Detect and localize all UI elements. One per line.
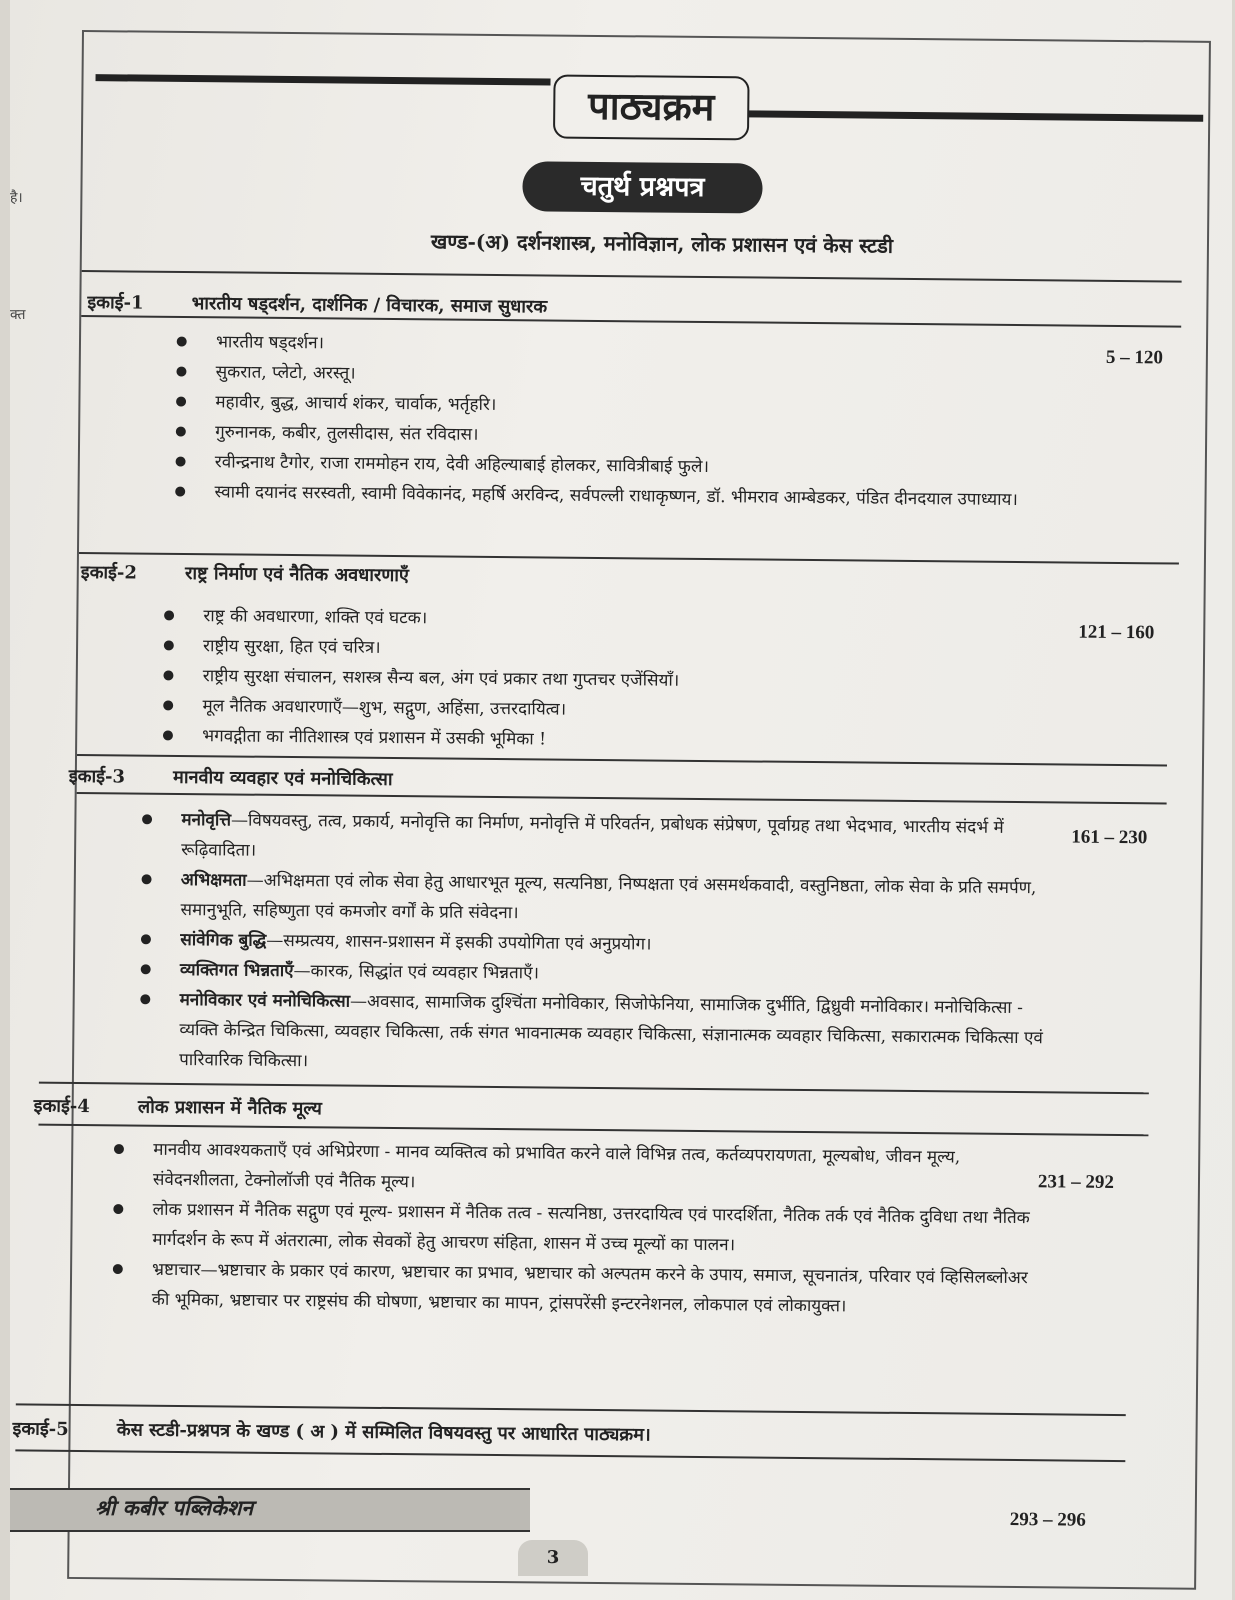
publisher-name: श्री कबीर पब्लिकेशन xyxy=(95,1495,254,1520)
topic-term: मनोविकार एवं मनोचिकित्सा xyxy=(179,989,351,1012)
unit-heading xyxy=(81,560,409,587)
topic-text: —कारक, सिद्धांत एवं व्यवहार भिन्नताएँ। xyxy=(293,961,540,984)
unit-topic-list xyxy=(174,327,1056,515)
divider xyxy=(15,1449,1125,1462)
unit-heading xyxy=(34,1094,322,1121)
unit-title: राष्ट्र निर्माण एवं नैतिक अवधारणाएँ xyxy=(184,563,410,587)
list-item xyxy=(141,805,1052,874)
unit-topic-list xyxy=(139,805,1052,1084)
topic-text: —विषयवस्तु, तत्व, प्रकार्य, मनोवृत्ति का निर्माण, मनोवृत्ति में परिवर्तन, प्रबोधक संप्रेषण, पूर्वाग्रह तथा भेदभाव, भारतीय संदर्भ में रूढ़िवादिता। xyxy=(181,810,1004,861)
unit-title: भारतीय षड्दर्शन, दार्शनिक / विचारक, समाज सुधारक xyxy=(191,293,548,318)
topic-term: सांवेगिक बुद्धि xyxy=(180,929,267,951)
paper-badge: चतुर्थ प्रश्नपत्र xyxy=(522,161,762,213)
list-item: ● राष्ट्रीय सुरक्षा संचालन, सशस्त्र सैन्य बल, अंग एवं प्रकार तथा गुप्तचर एजेंसियाँ। xyxy=(163,661,1043,699)
unit-heading xyxy=(69,764,393,791)
list-item xyxy=(140,865,1051,934)
unit-title: मानवीय व्यवहार एवं मनोचिकित्सा xyxy=(173,766,393,791)
unit-heading xyxy=(12,1416,650,1446)
syllabus-frame xyxy=(12,30,1211,1590)
unit-code: इकाई-2 xyxy=(80,562,138,584)
unit-code: इकाई-4 xyxy=(33,1095,90,1118)
page-range: 121 – 160 xyxy=(1078,621,1155,644)
footer-band xyxy=(10,1488,530,1532)
unit-code: इकाई-3 xyxy=(68,765,126,788)
list-item: ● महावीर, बुद्ध, आचार्य शंकर, चार्वाक, भर्तृहरि। xyxy=(175,387,1055,425)
unit-code: इकाई-1 xyxy=(87,292,144,314)
page-number: 3 xyxy=(518,1540,588,1576)
topic-term: व्यक्तिगत भिन्नताएँ xyxy=(179,959,294,982)
list-item: ● भगवद्गीता का नीतिशास्त्र एवं प्रशासन में उसकी भूमिका ! xyxy=(162,721,1042,759)
page-range: 231 – 292 xyxy=(1037,1171,1115,1193)
unit-heading xyxy=(87,290,547,318)
title-rule-left xyxy=(96,74,551,85)
topic-text: —अभिक्षमता एवं लोक सेवा हेतु आधारभूत मूल्य, सत्यनिष्ठा, निष्पक्षता एवं असमर्थकवादी, वस्तुनिष्ठता, लोक सेवा के प्रति समर्पण, समानुभूति, सहिष्णुता एवं कमजोर वर्गों के प्रति संवेदना। xyxy=(180,870,1037,924)
list-item: ● राष्ट्र की अवधारणा, शक्ति एवं घटक। xyxy=(163,601,1043,639)
divider xyxy=(82,270,1182,283)
unit-code: इकाई-5 xyxy=(12,1418,69,1440)
unit-title: लोक प्रशासन में नैतिक मूल्य xyxy=(137,1096,323,1120)
divider xyxy=(81,315,1181,328)
topic-term: मनोवृत्ति xyxy=(181,809,232,831)
divider xyxy=(39,1082,1149,1095)
list-item xyxy=(139,985,1050,1084)
list-item: ● मानवीय आवश्यकताएँ एवं अभिप्रेरणा - मानव व्यक्तित्व को प्रभावित करने वाले विभिन्न तत्व, कर्तव्यपरायणता, मूल्यबोध, जीवन मूल्य, संवेदनशीलता, टेक्नोलॉजी एवं नैतिक मूल्य। xyxy=(113,1134,1034,1203)
topic-text: —सम्प्रत्यय, शासन-प्रशासन में इसकी उपयोगिता एवं अनुप्रयोग। xyxy=(266,930,652,955)
topic-text: —अवसाद, सामाजिक दुश्चिंता मनोविकार, सिजोफेनिया, सामाजिक दुर्भीति, द्विध्रुवी मनोविकार। मनोचिकित्सा - व्यक्ति केन्द्रित चिकित्सा, व्यवहार चिकित्सा, तर्क संगत भावनात्मक व्यवहार चिकित्सा, संज्ञानात्मक व्यवहार चिकित्सा, सकारात्मक चिकित्सा एवं पारिवारिक चिकित्सा। xyxy=(179,991,1043,1072)
unit-title: केस स्टडी-प्रश्नपत्र के खण्ड ( अ ) में सम्मिलित विषयवस्तु पर आधारित पाठ्यक्रम। xyxy=(116,1419,651,1446)
list-item: ● भारतीय षड्दर्शन। xyxy=(176,327,1056,365)
divider xyxy=(16,1403,1126,1416)
unit-topic-list xyxy=(112,1134,1034,1323)
adjacent-page-text: क्त xyxy=(10,307,26,323)
list-item: ● गुरुनानक, कबीर, तुलसीदास, संत रविदास। xyxy=(175,417,1055,455)
list-item: ● सुकरात, प्लेटो, अरस्तू। xyxy=(176,357,1056,395)
page-range: 161 – 230 xyxy=(1071,826,1148,849)
adjacent-page-text: है। xyxy=(10,190,23,206)
page-title: पाठ्यक्रम xyxy=(553,75,750,141)
book-page xyxy=(10,0,1232,1600)
list-item: ● मूल नैतिक अवधारणाएँ—शुभ, सद्गुण, अहिंसा, उत्तरदायित्व। xyxy=(162,691,1042,729)
list-item: ● लोक प्रशासन में नैतिक सद्गुण एवं मूल्य- प्रशासन में नैतिक तत्व - सत्यनिष्ठा, उत्तरदायित्व एवं पारदर्शिता, नैतिक तर्क एवं नैतिक दुविधा तथा नैतिक मार्गदर्शन के रूप में अंतरात्मा, लोक सेवकों हेतु आचरण संहिता, शासन में उच्च मूल्यों का पालन। xyxy=(112,1194,1033,1263)
list-item: ● स्वामी दयानंद सरस्वती, स्वामी विवेकानंद, महर्षि अरविन्द, सर्वपल्ली राधाकृष्णन, डॉ. भीमराव आम्बेडकर, पंडित दीनदयाल उपाध्याय। xyxy=(174,477,1054,515)
title-rule-right xyxy=(745,110,1203,121)
list-item: ● रवीन्द्रनाथ टैगोर, राजा राममोहन राय, देवी अहिल्याबाई होलकर, सावित्रीबाई फुले। xyxy=(175,447,1055,485)
page-range: 293 – 296 xyxy=(1009,1508,1086,1531)
page-range: 5 – 120 xyxy=(1105,346,1164,369)
topic-term: अभिक्षमता xyxy=(180,869,247,891)
unit-topic-list xyxy=(162,601,1043,759)
list-item: ● राष्ट्रीय सुरक्षा, हित एवं चरित्र। xyxy=(163,631,1043,669)
divider xyxy=(77,792,1167,804)
section-title: खण्ड-(अ) दर्शनशास्त्र, मनोविज्ञान, लोक प्रशासन एवं केस स्टडी xyxy=(430,229,894,258)
list-item: ● भ्रष्टाचार—भ्रष्टाचार के प्रकार एवं कारण, भ्रष्टाचार का प्रभाव, भ्रष्टाचार को अल्पतम करने के उपाय, समाज, सूचनातंत्र, परिवार एवं व्हिसिलब्लोअर की भूमिका, भ्रष्टाचार पर राष्ट्रसंघ की घोषणा, भ्रष्टाचार का मापन, ट्रांसपरेंसी इन्टरनेशनल, लोकपाल एवं लोकायुक्त। xyxy=(112,1254,1033,1323)
